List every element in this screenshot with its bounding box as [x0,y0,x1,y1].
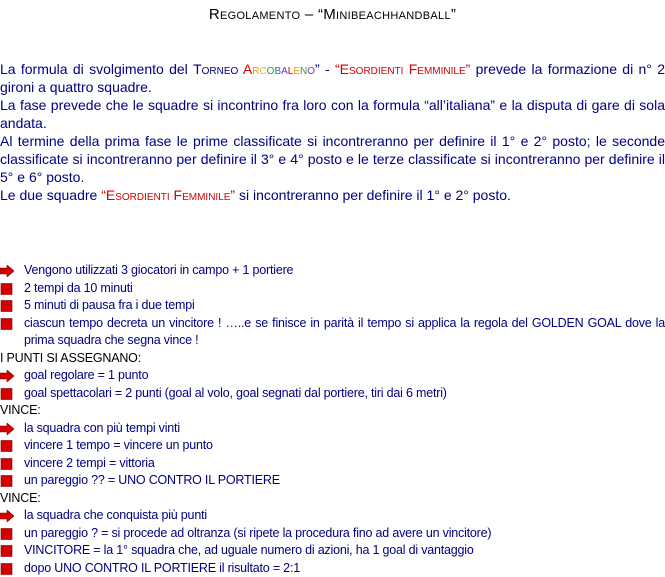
intro-text: Le due squadre [0,187,101,203]
arcobaleno-letter: r [252,61,259,77]
rule-text: goal regolare = 1 punto [24,368,148,382]
rules-list [0,262,665,577]
rule-text: la squadra con più tempi vinti [24,421,180,435]
intro-text: La formula di svolgimento del [0,61,193,77]
arrow-bullet-icon [0,370,14,382]
rule-item [0,455,665,473]
arcobaleno-letter: A [243,61,252,77]
intro-text: prevede la formazione di n° 2 gironi a quattro squadre. [0,61,665,95]
intro-section [0,60,665,204]
rules-heading: I PUNTI SI ASSEGNANO: [0,350,665,368]
esordienti-label: “Esordienti Femminile” [101,187,235,203]
rule-text: dopo UNO CONTRO IL PORTIERE il risultato = 2:1 [24,561,300,575]
rule-text: un pareggio ? = si procede ad oltranza (si ripete la procedura fino ad avere un vincitore) [24,526,491,540]
rule-text: vincere 1 tempo = vincere un punto [24,438,213,452]
esordienti-label: “Esordienti Femminile” [335,61,470,77]
rule-item [0,472,665,490]
intro-paragraph-1 [0,60,665,96]
rule-item [0,560,665,577]
intro-paragraph-2: La fase prevede che le squadre si incontrino fra loro con la formula “all’italiana” e la disputa di gare di sola andata. [0,96,665,132]
rule-text: 5 minuti di pausa fra i due tempi [24,298,195,312]
rule-text: vincere 2 tempi = vittoria [24,456,155,470]
square-bullet-icon [0,283,14,295]
square-bullet-icon [0,388,14,400]
rule-item [0,525,665,543]
rule-text: un pareggio ?? = UNO CONTRO IL PORTIERE [24,473,280,487]
rule-text: ciascun tempo decreta un vincitore ! …..e se finisce in parità il tempo si applica la regola del GOLDEN GOAL dove la prima squadra che segna vince ! [24,316,665,348]
rule-item [0,420,665,438]
square-bullet-icon [0,318,14,330]
intro-text: si incontreranno per definire il 1° e 2° posto. [235,187,511,203]
arcobaleno-word [243,61,315,77]
arcobaleno-letter: l [288,61,294,77]
arcobaleno-letter: e [293,61,300,77]
square-bullet-icon [0,300,14,312]
rule-item [0,297,665,315]
rules-heading: VINCE: [0,402,665,420]
square-bullet-icon [0,563,14,575]
intro-text: ” - [315,61,335,77]
square-bullet-icon [0,475,14,487]
rule-text: VINCITORE = la 1° squadra che, ad uguale numero di azioni, ha 1 goal di vantaggio [24,543,474,557]
intro-paragraph-4 [0,186,665,204]
arcobaleno-letter: a [281,61,288,77]
torneo-label: Torneo [193,61,243,77]
arcobaleno-letter: n [300,61,307,77]
arcobaleno-letter: o [307,61,315,77]
arcobaleno-letter: b [274,61,281,77]
rule-item [0,507,665,525]
rule-item [0,437,665,455]
rule-item [0,542,665,560]
square-bullet-icon [0,440,14,452]
rule-item [0,367,665,385]
rules-section [0,262,665,577]
arcobaleno-letter: c [259,61,266,77]
arrow-bullet-icon [0,423,14,435]
intro-paragraph-3: Al termine della prima fase le prime classificate si incontreranno per definire il 1° e 2° posto; le seconde classificate si incontreranno per definire il 3° e 4° posto e le terze classificate si incontreranno per definire il 5° e 6° posto. [0,132,665,186]
rule-item [0,315,665,350]
arcobaleno-letter: o [267,61,275,77]
arrow-bullet-icon [0,510,14,522]
square-bullet-icon [0,528,14,540]
rule-text: 2 tempi da 10 minuti [24,281,133,295]
rule-item [0,262,665,280]
square-bullet-icon [0,458,14,470]
rule-text: Vengono utilizzati 3 giocatori in campo + 1 portiere [24,263,293,277]
rule-item [0,385,665,403]
arrow-bullet-icon [0,265,14,277]
rules-heading: VINCE: [0,490,665,508]
rule-text: la squadra che conquista più punti [24,508,207,522]
rule-text: goal spettacolari = 2 punti (goal al volo, goal segnati dal portiere, tiri dai 6 metri) [24,386,447,400]
square-bullet-icon [0,545,14,557]
rule-item [0,280,665,298]
page-title: Regolamento – “Minibeachhandball” [0,6,665,23]
